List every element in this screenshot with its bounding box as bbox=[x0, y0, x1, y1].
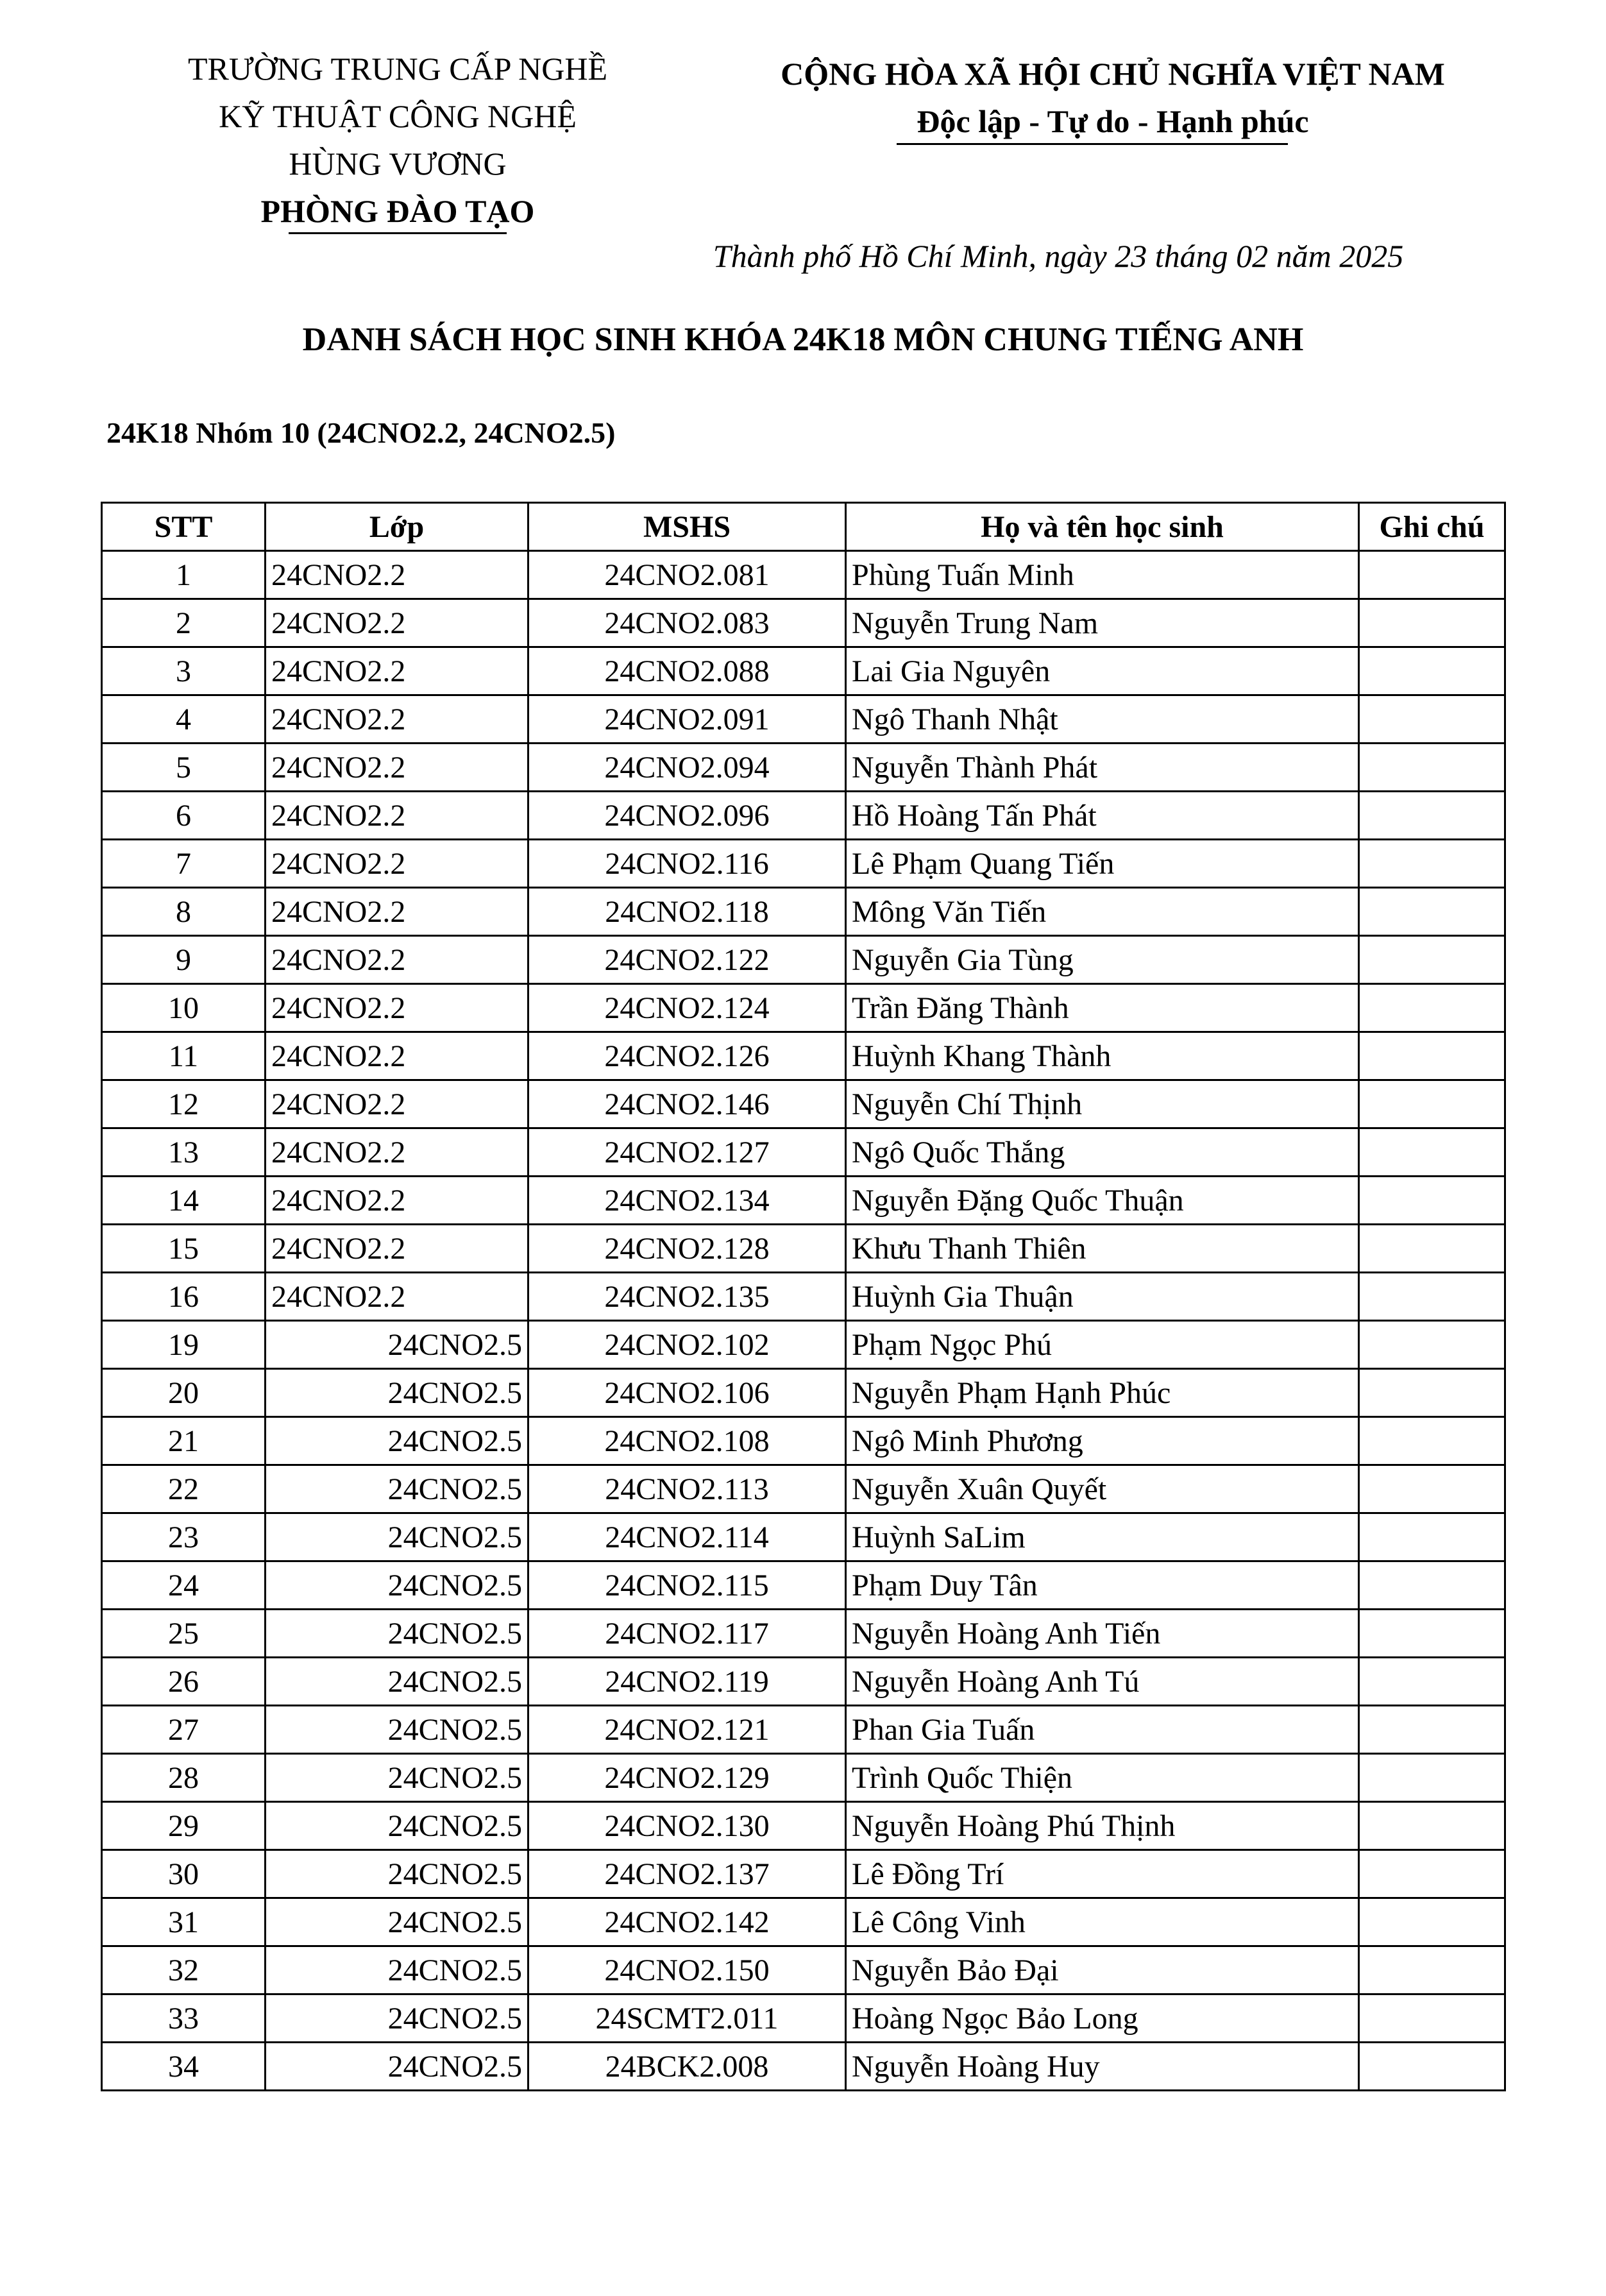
header-lop: Lớp bbox=[266, 503, 528, 551]
cell-note bbox=[1359, 1898, 1505, 1946]
cell-student-id: 24CNO2.146 bbox=[528, 1080, 846, 1128]
table-row bbox=[102, 695, 1505, 744]
cell-note bbox=[1359, 840, 1505, 888]
table-row bbox=[102, 1898, 1505, 1946]
cell-stt: 28 bbox=[102, 1754, 266, 1802]
table-row bbox=[102, 1994, 1505, 2043]
cell-student-id: 24CNO2.117 bbox=[528, 1610, 846, 1658]
table-row bbox=[102, 1561, 1505, 1610]
cell-note bbox=[1359, 744, 1505, 792]
cell-student-name: Trình Quốc Thiện bbox=[846, 1754, 1359, 1802]
cell-stt: 27 bbox=[102, 1706, 266, 1754]
department-underline bbox=[289, 232, 507, 234]
cell-stt: 19 bbox=[102, 1321, 266, 1369]
cell-class: 24CNO2.2 bbox=[266, 1273, 528, 1321]
cell-class: 24CNO2.5 bbox=[266, 1561, 528, 1610]
cell-class: 24CNO2.5 bbox=[266, 1898, 528, 1946]
cell-class: 24CNO2.2 bbox=[266, 1128, 528, 1177]
cell-student-name: Hồ Hoàng Tấn Phát bbox=[846, 792, 1359, 840]
cell-student-name: Nguyễn Phạm Hạnh Phúc bbox=[846, 1369, 1359, 1417]
cell-student-name: Phùng Tuấn Minh bbox=[846, 551, 1359, 599]
cell-student-name: Huỳnh Gia Thuận bbox=[846, 1273, 1359, 1321]
cell-note bbox=[1359, 888, 1505, 936]
table-row bbox=[102, 744, 1505, 792]
cell-note bbox=[1359, 1128, 1505, 1177]
cell-class: 24CNO2.2 bbox=[266, 936, 528, 984]
cell-stt: 20 bbox=[102, 1369, 266, 1417]
cell-student-id: 24CNO2.118 bbox=[528, 888, 846, 936]
cell-note bbox=[1359, 936, 1505, 984]
cell-stt: 16 bbox=[102, 1273, 266, 1321]
cell-class: 24CNO2.5 bbox=[266, 1994, 528, 2043]
cell-note bbox=[1359, 1513, 1505, 1561]
table-row bbox=[102, 1080, 1505, 1128]
cell-class: 24CNO2.5 bbox=[266, 1321, 528, 1369]
cell-student-name: Nguyễn Chí Thịnh bbox=[846, 1080, 1359, 1128]
header-note: Ghi chú bbox=[1359, 503, 1505, 551]
cell-class: 24CNO2.5 bbox=[266, 1369, 528, 1417]
cell-class: 24CNO2.2 bbox=[266, 599, 528, 647]
cell-class: 24CNO2.2 bbox=[266, 1032, 528, 1080]
cell-student-id: 24CNO2.106 bbox=[528, 1369, 846, 1417]
cell-stt: 21 bbox=[102, 1417, 266, 1465]
cell-note bbox=[1359, 1273, 1505, 1321]
cell-stt: 14 bbox=[102, 1177, 266, 1225]
cell-class: 24CNO2.5 bbox=[266, 1465, 528, 1513]
cell-class: 24CNO2.2 bbox=[266, 1177, 528, 1225]
cell-student-id: 24CNO2.081 bbox=[528, 551, 846, 599]
cell-class: 24CNO2.2 bbox=[266, 888, 528, 936]
school-name-line3: HÙNG VƯƠNG bbox=[289, 146, 507, 182]
cell-student-name: Lê Công Vinh bbox=[846, 1898, 1359, 1946]
table-row bbox=[102, 1610, 1505, 1658]
cell-class: 24CNO2.5 bbox=[266, 1850, 528, 1898]
cell-student-id: 24BCK2.008 bbox=[528, 2043, 846, 2091]
cell-student-id: 24CNO2.114 bbox=[528, 1513, 846, 1561]
table-row bbox=[102, 599, 1505, 647]
cell-stt: 4 bbox=[102, 695, 266, 744]
cell-stt: 24 bbox=[102, 1561, 266, 1610]
cell-note bbox=[1359, 984, 1505, 1032]
cell-student-id: 24CNO2.115 bbox=[528, 1561, 846, 1610]
table-row bbox=[102, 888, 1505, 936]
cell-stt: 11 bbox=[102, 1032, 266, 1080]
table-row bbox=[102, 1850, 1505, 1898]
cell-student-id: 24CNO2.083 bbox=[528, 599, 846, 647]
cell-stt: 33 bbox=[102, 1994, 266, 2043]
cell-student-name: Phan Gia Tuấn bbox=[846, 1706, 1359, 1754]
group-label: 24K18 Nhóm 10 (24CNO2.2, 24CNO2.5) bbox=[106, 416, 616, 449]
cell-student-name: Ngô Minh Phương bbox=[846, 1417, 1359, 1465]
table-row bbox=[102, 1417, 1505, 1465]
cell-student-id: 24CNO2.119 bbox=[528, 1658, 846, 1706]
cell-student-name: Lê Đồng Trí bbox=[846, 1850, 1359, 1898]
cell-student-name: Ngô Thanh Nhật bbox=[846, 695, 1359, 744]
cell-stt: 5 bbox=[102, 744, 266, 792]
table-row bbox=[102, 647, 1505, 695]
cell-student-name: Lai Gia Nguyên bbox=[846, 647, 1359, 695]
header-name: Họ và tên học sinh bbox=[846, 503, 1359, 551]
cell-note bbox=[1359, 599, 1505, 647]
cell-class: 24CNO2.5 bbox=[266, 1610, 528, 1658]
cell-stt: 13 bbox=[102, 1128, 266, 1177]
department-name: PHÒNG ĐÀO TẠO bbox=[260, 193, 535, 229]
cell-student-id: 24CNO2.124 bbox=[528, 984, 846, 1032]
cell-student-id: 24CNO2.130 bbox=[528, 1802, 846, 1850]
cell-student-name: Phạm Ngọc Phú bbox=[846, 1321, 1359, 1369]
cell-note bbox=[1359, 647, 1505, 695]
table-row bbox=[102, 1369, 1505, 1417]
cell-stt: 7 bbox=[102, 840, 266, 888]
cell-note bbox=[1359, 1561, 1505, 1610]
table-row bbox=[102, 551, 1505, 599]
table-row bbox=[102, 1273, 1505, 1321]
cell-class: 24CNO2.5 bbox=[266, 1754, 528, 1802]
cell-student-name: Nguyễn Hoàng Huy bbox=[846, 2043, 1359, 2091]
cell-note bbox=[1359, 1658, 1505, 1706]
cell-student-id: 24CNO2.096 bbox=[528, 792, 846, 840]
table-row bbox=[102, 1225, 1505, 1273]
cell-student-id: 24CNO2.137 bbox=[528, 1850, 846, 1898]
school-header bbox=[122, 45, 673, 235]
cell-stt: 2 bbox=[102, 599, 266, 647]
cell-student-id: 24CNO2.121 bbox=[528, 1706, 846, 1754]
table-row bbox=[102, 1513, 1505, 1561]
cell-class: 24CNO2.5 bbox=[266, 1706, 528, 1754]
table-row bbox=[102, 1706, 1505, 1754]
cell-student-name: Nguyễn Gia Tùng bbox=[846, 936, 1359, 984]
cell-student-name: Hoàng Ngọc Bảo Long bbox=[846, 1994, 1359, 2043]
cell-student-name: Trần Đăng Thành bbox=[846, 984, 1359, 1032]
cell-student-name: Ngô Quốc Thắng bbox=[846, 1128, 1359, 1177]
cell-student-name: Huỳnh SaLim bbox=[846, 1513, 1359, 1561]
cell-student-id: 24CNO2.088 bbox=[528, 647, 846, 695]
table-row bbox=[102, 1032, 1505, 1080]
table-row bbox=[102, 1802, 1505, 1850]
cell-student-id: 24CNO2.113 bbox=[528, 1465, 846, 1513]
cell-student-id: 24CNO2.127 bbox=[528, 1128, 846, 1177]
cell-stt: 34 bbox=[102, 2043, 266, 2091]
cell-stt: 29 bbox=[102, 1802, 266, 1850]
cell-note bbox=[1359, 1032, 1505, 1080]
cell-student-name: Nguyễn Hoàng Anh Tiến bbox=[846, 1610, 1359, 1658]
date-line: Thành phố Hồ Chí Minh, ngày 23 tháng 02 năm 2025 bbox=[713, 238, 1404, 274]
cell-note bbox=[1359, 1802, 1505, 1850]
cell-class: 24CNO2.2 bbox=[266, 984, 528, 1032]
cell-note bbox=[1359, 1706, 1505, 1754]
cell-note bbox=[1359, 1994, 1505, 2043]
cell-note bbox=[1359, 695, 1505, 744]
table-row bbox=[102, 1321, 1505, 1369]
cell-stt: 8 bbox=[102, 888, 266, 936]
cell-note bbox=[1359, 792, 1505, 840]
cell-student-id: 24CNO2.126 bbox=[528, 1032, 846, 1080]
table-row bbox=[102, 792, 1505, 840]
cell-class: 24CNO2.2 bbox=[266, 792, 528, 840]
table-row bbox=[102, 1946, 1505, 1994]
cell-student-id: 24CNO2.142 bbox=[528, 1898, 846, 1946]
cell-student-id: 24CNO2.108 bbox=[528, 1417, 846, 1465]
cell-stt: 10 bbox=[102, 984, 266, 1032]
cell-stt: 3 bbox=[102, 647, 266, 695]
cell-student-id: 24CNO2.122 bbox=[528, 936, 846, 984]
cell-stt: 1 bbox=[102, 551, 266, 599]
table-row bbox=[102, 1465, 1505, 1513]
nation-motto: Độc lập - Tự do - Hạnh phúc bbox=[917, 103, 1309, 139]
cell-class: 24CNO2.5 bbox=[266, 2043, 528, 2091]
cell-student-name: Lê Phạm Quang Tiến bbox=[846, 840, 1359, 888]
cell-note bbox=[1359, 1754, 1505, 1802]
cell-stt: 26 bbox=[102, 1658, 266, 1706]
cell-student-id: 24CNO2.094 bbox=[528, 744, 846, 792]
cell-student-id: 24CNO2.128 bbox=[528, 1225, 846, 1273]
cell-student-id: 24CNO2.150 bbox=[528, 1946, 846, 1994]
table-row bbox=[102, 2043, 1505, 2091]
table-row bbox=[102, 1177, 1505, 1225]
school-name-line1: TRƯỜNG TRUNG CẤP NGHỀ bbox=[187, 51, 608, 87]
cell-class: 24CNO2.2 bbox=[266, 551, 528, 599]
cell-stt: 6 bbox=[102, 792, 266, 840]
cell-note bbox=[1359, 1465, 1505, 1513]
header-stt: STT bbox=[102, 503, 266, 551]
nation-header bbox=[699, 50, 1526, 145]
cell-student-id: 24CNO2.091 bbox=[528, 695, 846, 744]
table-row bbox=[102, 1128, 1505, 1177]
table-row bbox=[102, 1754, 1505, 1802]
cell-class: 24CNO2.5 bbox=[266, 1802, 528, 1850]
cell-class: 24CNO2.2 bbox=[266, 1225, 528, 1273]
table-row bbox=[102, 984, 1505, 1032]
cell-student-id: 24SCMT2.011 bbox=[528, 1994, 846, 2043]
cell-stt: 32 bbox=[102, 1946, 266, 1994]
cell-note bbox=[1359, 1080, 1505, 1128]
cell-student-name: Nguyễn Đặng Quốc Thuận bbox=[846, 1177, 1359, 1225]
cell-class: 24CNO2.5 bbox=[266, 1658, 528, 1706]
cell-student-id: 24CNO2.135 bbox=[528, 1273, 846, 1321]
cell-class: 24CNO2.5 bbox=[266, 1417, 528, 1465]
table-row bbox=[102, 840, 1505, 888]
cell-student-name: Nguyễn Trung Nam bbox=[846, 599, 1359, 647]
cell-stt: 22 bbox=[102, 1465, 266, 1513]
cell-student-id: 24CNO2.102 bbox=[528, 1321, 846, 1369]
cell-stt: 12 bbox=[102, 1080, 266, 1128]
cell-student-name: Nguyễn Xuân Quyết bbox=[846, 1465, 1359, 1513]
table-header-row bbox=[102, 503, 1505, 551]
table-row bbox=[102, 1658, 1505, 1706]
motto-underline bbox=[897, 143, 1288, 145]
cell-class: 24CNO2.2 bbox=[266, 647, 528, 695]
cell-student-name: Khưu Thanh Thiên bbox=[846, 1225, 1359, 1273]
school-name-line2: KỸ THUẬT CÔNG NGHỆ bbox=[219, 98, 577, 134]
cell-stt: 15 bbox=[102, 1225, 266, 1273]
cell-note bbox=[1359, 551, 1505, 599]
cell-note bbox=[1359, 2043, 1505, 2091]
cell-student-name: Nguyễn Bảo Đại bbox=[846, 1946, 1359, 1994]
cell-note bbox=[1359, 1369, 1505, 1417]
cell-class: 24CNO2.5 bbox=[266, 1513, 528, 1561]
cell-note bbox=[1359, 1225, 1505, 1273]
cell-student-id: 24CNO2.134 bbox=[528, 1177, 846, 1225]
document-title: DANH SÁCH HỌC SINH KHÓA 24K18 MÔN CHUNG TIẾNG ANH bbox=[302, 321, 1304, 358]
cell-note bbox=[1359, 1946, 1505, 1994]
cell-stt: 30 bbox=[102, 1850, 266, 1898]
student-table bbox=[101, 502, 1506, 2091]
header-mshs: MSHS bbox=[528, 503, 846, 551]
cell-class: 24CNO2.5 bbox=[266, 1946, 528, 1994]
cell-stt: 31 bbox=[102, 1898, 266, 1946]
cell-stt: 23 bbox=[102, 1513, 266, 1561]
cell-student-name: Nguyễn Hoàng Anh Tú bbox=[846, 1658, 1359, 1706]
cell-class: 24CNO2.2 bbox=[266, 840, 528, 888]
nation-name: CỘNG HÒA XÃ HỘI CHỦ NGHĨA VIỆT NAM bbox=[781, 56, 1445, 92]
cell-note bbox=[1359, 1417, 1505, 1465]
table-row bbox=[102, 936, 1505, 984]
cell-note bbox=[1359, 1610, 1505, 1658]
cell-note bbox=[1359, 1850, 1505, 1898]
cell-class: 24CNO2.2 bbox=[266, 1080, 528, 1128]
cell-student-id: 24CNO2.116 bbox=[528, 840, 846, 888]
cell-stt: 25 bbox=[102, 1610, 266, 1658]
cell-student-name: Nguyễn Thành Phát bbox=[846, 744, 1359, 792]
cell-student-name: Phạm Duy Tân bbox=[846, 1561, 1359, 1610]
cell-student-id: 24CNO2.129 bbox=[528, 1754, 846, 1802]
cell-class: 24CNO2.2 bbox=[266, 695, 528, 744]
cell-note bbox=[1359, 1321, 1505, 1369]
cell-student-name: Nguyễn Hoàng Phú Thịnh bbox=[846, 1802, 1359, 1850]
cell-student-name: Huỳnh Khang Thành bbox=[846, 1032, 1359, 1080]
cell-student-name: Mông Văn Tiến bbox=[846, 888, 1359, 936]
cell-stt: 9 bbox=[102, 936, 266, 984]
cell-note bbox=[1359, 1177, 1505, 1225]
cell-class: 24CNO2.2 bbox=[266, 744, 528, 792]
